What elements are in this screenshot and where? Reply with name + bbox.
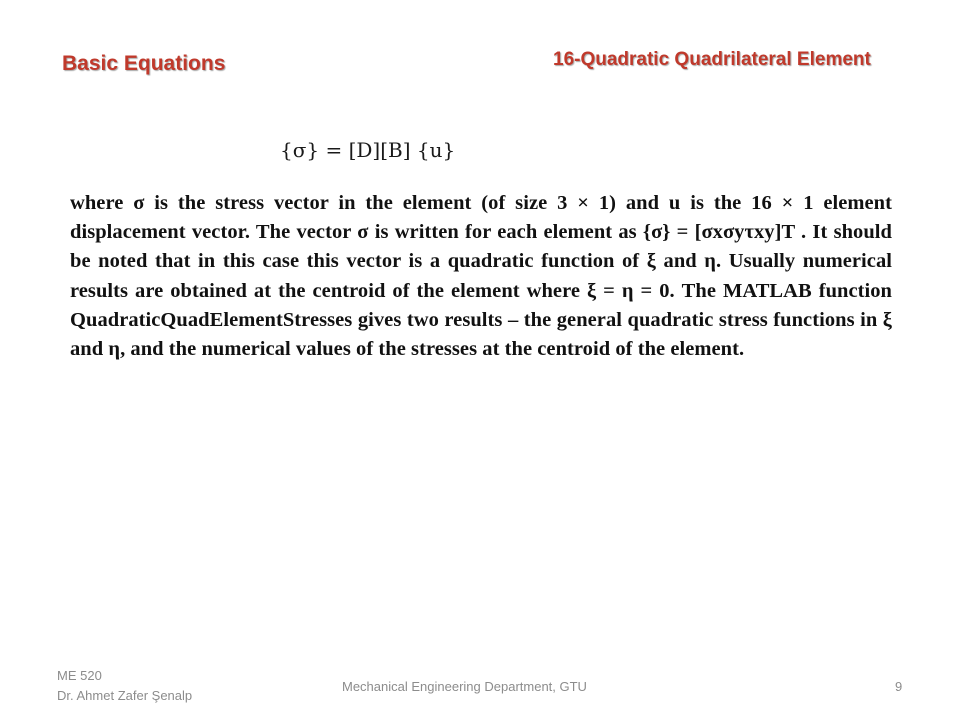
page-number: 9 (895, 679, 903, 694)
footer-course: ME 520 (57, 668, 102, 683)
body-text: where σ is the stress vector in the element (of size 3 × 1) and u is the 16 × 1 element displacement vector. The vector σ is written for each element as {σ} = [σxσyτxy]T . It should be noted that in this case this vector is a quadratic function of ξ and η. Usually numerical results are obtained at the centroid of the element where ξ = η = 0. The MATLAB function QuadraticQuadElementStresses gives two results – the general quadratic stress functions in ξ and η, and the numerical values of the stresses at the centroid of the element. (70, 192, 892, 361)
stress-equation: {σ} = [D][B] {u} (280, 138, 456, 162)
slide-title-left: Basic Equations (62, 52, 226, 75)
footer-author: Dr. Ahmet Zafer Şenalp (57, 688, 193, 703)
footer-department: Mechanical Engineering Department, GTU (342, 679, 587, 694)
body-paragraph (70, 189, 892, 364)
slide-title-right: 16-Quadratic Quadrilateral Element (553, 49, 871, 70)
